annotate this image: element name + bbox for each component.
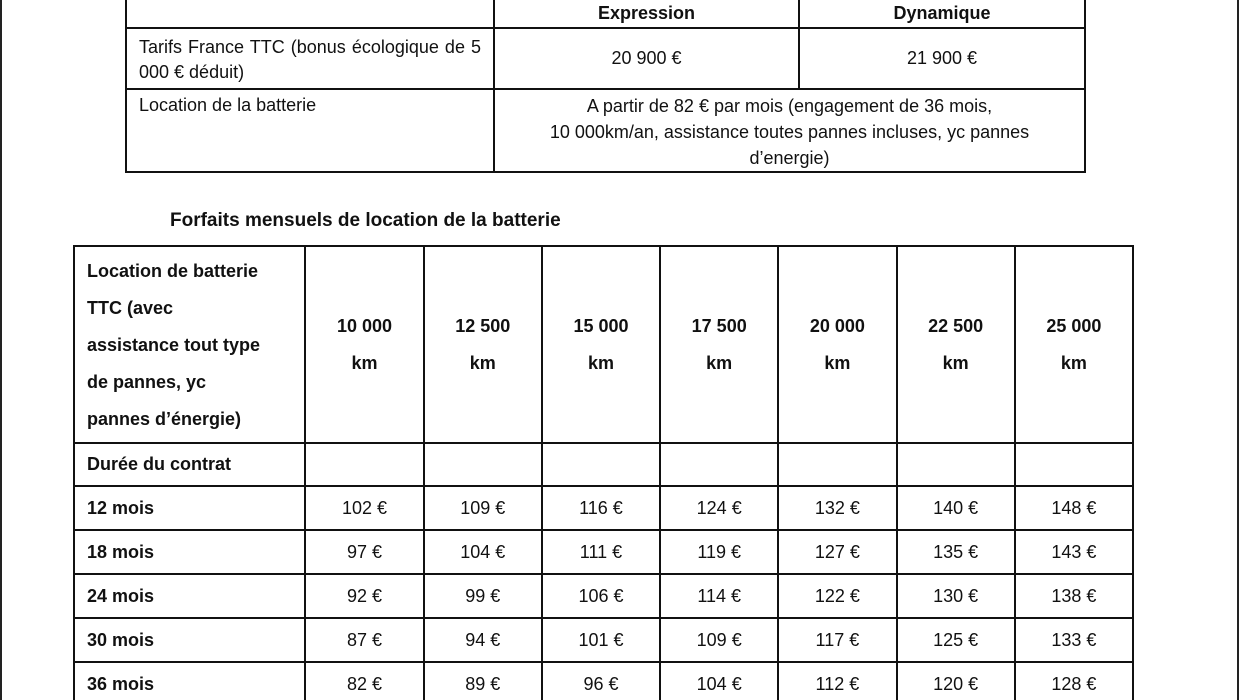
table-row (74, 662, 1133, 700)
price-cell: 92 € (305, 574, 423, 618)
price-cell: 133 € (1015, 618, 1133, 662)
header-empty-cell (126, 0, 494, 28)
price-cell: 143 € (1015, 530, 1133, 574)
price-cell: 117 € (778, 618, 896, 662)
table-row (74, 574, 1133, 618)
km-header-17500 (660, 246, 778, 443)
price-cell: 112 € (778, 662, 896, 700)
km-header-22500 (897, 246, 1015, 443)
price-cell: 101 € (542, 618, 660, 662)
duration-cell: 12 mois (74, 486, 305, 530)
tarif-dynamique: 21 900 € (799, 28, 1085, 89)
duration-header-row (74, 443, 1133, 486)
km-unit: km (469, 352, 496, 373)
km-header-10000 (305, 246, 423, 443)
km-header-25000 (1015, 246, 1133, 443)
location-line: d’energie) (749, 148, 830, 168)
duration-cell: 18 mois (74, 530, 305, 574)
duration-cell: 24 mois (74, 574, 305, 618)
location-description (494, 89, 1085, 172)
price-cell: 132 € (778, 486, 896, 530)
price-cell: 96 € (542, 662, 660, 700)
vehicle-price-table (125, 0, 1086, 173)
price-cell: 97 € (305, 530, 423, 574)
km-header-20000 (778, 246, 896, 443)
empty-cell (542, 443, 660, 486)
price-cell: 116 € (542, 486, 660, 530)
price-cell: 127 € (778, 530, 896, 574)
km-value: 15 000 (573, 315, 629, 336)
km-value: 25 000 (1046, 315, 1102, 336)
location-line: 10 000km/an, assistance toutes pannes incluses, yc pannes (549, 122, 1030, 142)
header-dynamique: Dynamique (799, 0, 1085, 28)
table-row (74, 618, 1133, 662)
empty-cell (305, 443, 423, 486)
km-unit: km (942, 352, 969, 373)
km-unit: km (824, 352, 851, 373)
km-header-12500 (424, 246, 542, 443)
price-cell: 124 € (660, 486, 778, 530)
km-unit: km (706, 352, 733, 373)
table-row (74, 486, 1133, 530)
corner-line: Location de batterie (87, 261, 259, 281)
duration-cell: 30 mois (74, 618, 305, 662)
price-cell: 125 € (897, 618, 1015, 662)
corner-line: de pannes, yc (87, 372, 207, 392)
table-row (74, 530, 1133, 574)
price-cell: 130 € (897, 574, 1015, 618)
price-cell: 109 € (660, 618, 778, 662)
battery-table-title: Forfaits mensuels de location de la batterie (170, 210, 561, 231)
price-cell: 122 € (778, 574, 896, 618)
location-label: Location de la batterie (126, 89, 494, 172)
price-cell: 102 € (305, 486, 423, 530)
empty-cell (897, 443, 1015, 486)
location-row (126, 89, 1085, 172)
empty-cell (424, 443, 542, 486)
price-cell: 82 € (305, 662, 423, 700)
price-cell: 89 € (424, 662, 542, 700)
price-cell: 114 € (660, 574, 778, 618)
price-cell: 87 € (305, 618, 423, 662)
tarifs-row (126, 28, 1085, 89)
price-cell: 140 € (897, 486, 1015, 530)
km-value: 10 000 (337, 315, 393, 336)
km-unit: km (1060, 352, 1087, 373)
empty-cell (660, 443, 778, 486)
price-cell: 94 € (424, 618, 542, 662)
price-cell: 128 € (1015, 662, 1133, 700)
corner-line: TTC (avec (87, 298, 174, 318)
km-header-row (74, 246, 1133, 443)
price-cell: 104 € (660, 662, 778, 700)
price-cell: 120 € (897, 662, 1015, 700)
empty-cell (1015, 443, 1133, 486)
price-cell: 104 € (424, 530, 542, 574)
location-line: A partir de 82 € par mois (engagement de 36 mois, (586, 96, 993, 116)
km-value: 12 500 (455, 315, 511, 336)
duration-cell: 36 mois (74, 662, 305, 700)
price-cell: 111 € (542, 530, 660, 574)
km-value: 22 500 (928, 315, 984, 336)
corner-line: assistance tout type (87, 335, 261, 355)
battery-rental-table (73, 245, 1134, 700)
km-value: 20 000 (809, 315, 865, 336)
duration-label: Durée du contrat (74, 443, 305, 486)
price-cell: 148 € (1015, 486, 1133, 530)
tarifs-label: Tarifs France TTC (bonus écologique de 5 000 € déduit) (126, 28, 494, 89)
price-cell: 135 € (897, 530, 1015, 574)
page-border-left (0, 0, 2, 700)
km-value: 17 500 (691, 315, 747, 336)
empty-cell (778, 443, 896, 486)
price-cell: 106 € (542, 574, 660, 618)
km-unit: km (351, 352, 378, 373)
km-header-15000 (542, 246, 660, 443)
corner-line: pannes d’énergie) (87, 409, 242, 429)
price-cell: 109 € (424, 486, 542, 530)
header-expression: Expression (494, 0, 799, 28)
corner-header-cell (74, 246, 305, 443)
price-cell: 138 € (1015, 574, 1133, 618)
tarif-expression: 20 900 € (494, 28, 799, 89)
price-cell: 99 € (424, 574, 542, 618)
vehicle-table-header-row (126, 0, 1085, 28)
price-cell: 119 € (660, 530, 778, 574)
km-unit: km (587, 352, 614, 373)
